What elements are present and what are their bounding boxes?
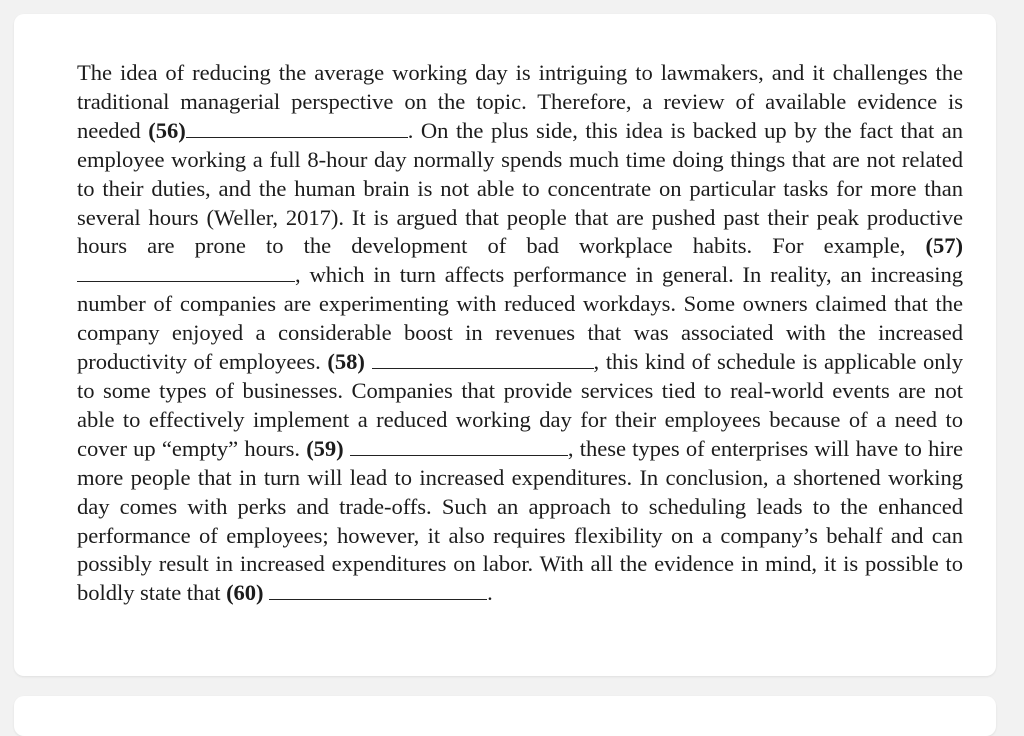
question-number-57: (57)	[925, 233, 963, 259]
question-number-59: (59)	[306, 435, 344, 461]
passage-segment-5: , these types of enterprises will have to hire more people that in turn will lead to increased expenditures. In conclusion, a shortened working day comes with perks and trade-offs. Such an approach to scheduling leads to the enhanced performance of employees; however, it also requires flexibility on a company’s behalf and can possibly result in increased expenditures on labor. With all the evidence in mind, it is possible to boldly state that	[77, 435, 963, 606]
passage-segment-4: , this kind of schedule is applicable only to some types of businesses. Companies that provide services tied to real-world events are not able to effectively implement a reduced working day for their employees because of a need to cover up “empty” hours.	[77, 349, 963, 461]
passage-segment-2: . On the plus side, this idea is backed up by the fact that an employee working a full 8-hour day normally spends much time doing things that are not related to their duties, and the human brain is not able to concentrate on particular tasks for more than several hours (Weller, 2017). It is argued that people that are pushed past their peak productive hours are prone to the development of bad workplace habits. For example,	[77, 117, 963, 259]
next-card	[14, 696, 996, 736]
passage-segment-3: , which in turn affects performance in general. In reality, an increasing number of companies are experimenting with reduced workdays. Some owners claimed that the company enjoyed a considerable boost in revenues that was associated with the increased productivity of employees.	[77, 262, 963, 375]
cloze-passage	[77, 59, 963, 608]
passage-segment-1: The idea of reducing the average working day is intriguing to lawmakers, and it challenges the traditional managerial perspective on the topic. Therefore, a review of available evidence is needed	[77, 60, 963, 143]
answer-blank-57	[77, 263, 295, 282]
answer-blank-58	[372, 350, 594, 369]
answer-blank-59	[350, 437, 568, 456]
answer-blank-56	[186, 119, 408, 138]
question-number-58: (58)	[327, 349, 365, 375]
question-number-60: (60)	[226, 580, 264, 606]
answer-blank-60	[269, 581, 487, 600]
passage-segment-6: .	[487, 580, 493, 606]
question-number-56: (56)	[148, 117, 186, 143]
passage-card	[14, 14, 996, 676]
